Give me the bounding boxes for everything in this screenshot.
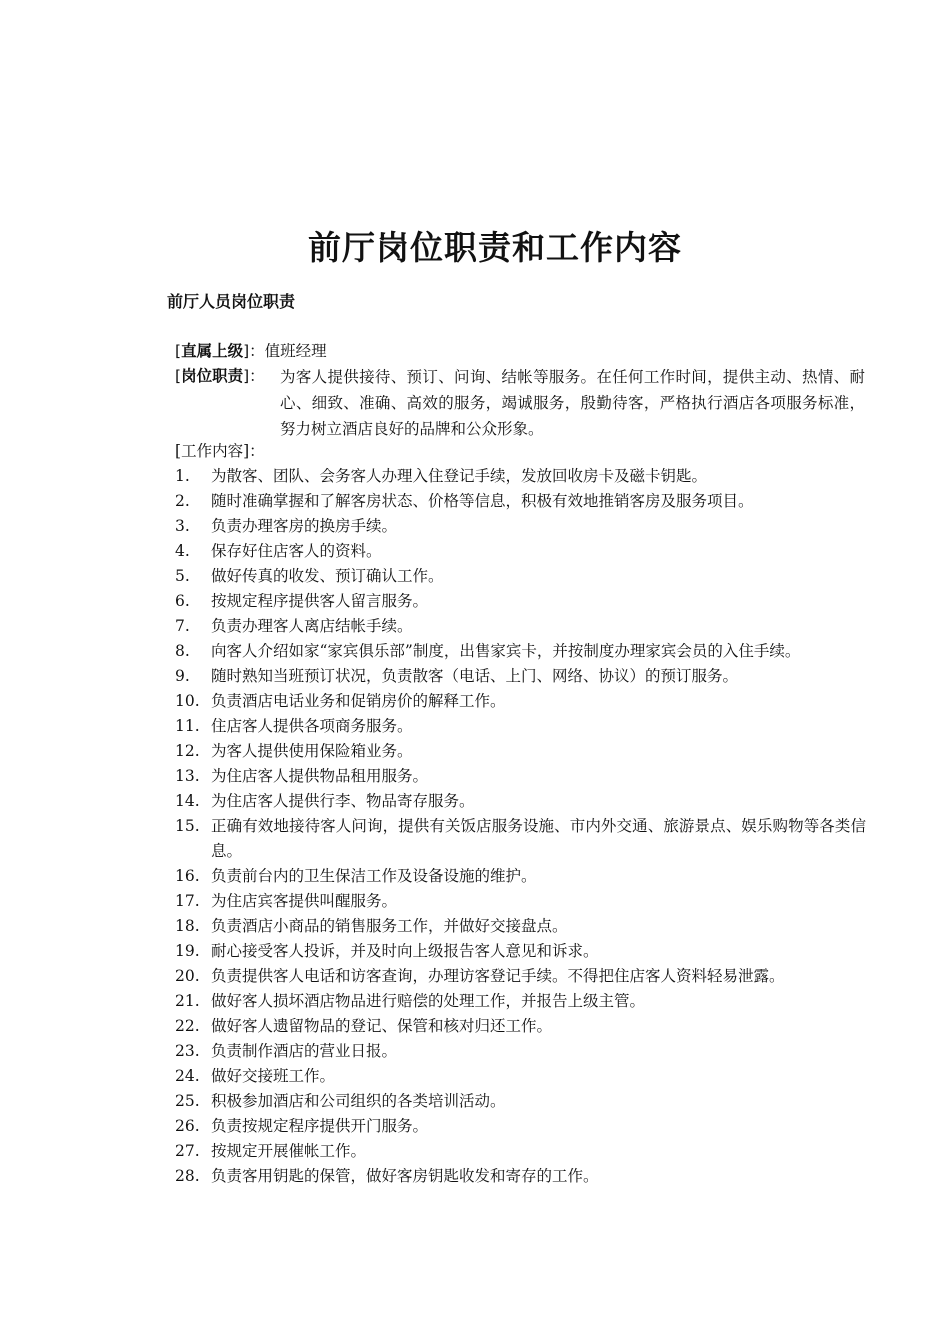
task-text: 随时准确掌握和了解客房状态、价格等信息，积极有效地推销客房及服务项目。 bbox=[211, 492, 754, 510]
task-item bbox=[175, 889, 875, 914]
task-number: 2. bbox=[175, 492, 190, 510]
task-text: 按规定程序提供客人留言服务。 bbox=[211, 592, 429, 610]
task-number: 22. bbox=[175, 1017, 200, 1035]
task-number: 11. bbox=[175, 717, 200, 735]
task-text: 住店客人提供各项商务服务。 bbox=[211, 717, 413, 735]
task-text: 随时熟知当班预订状况，负责散客（电话、上门、网络、协议）的预订服务。 bbox=[211, 667, 739, 685]
duty-text: 为客人提供接待、预订、问询、结帐等服务。在任何工作时间，提供主动、热情、耐心、细致、准确、高效的服务，竭诚服务，殷勤待客，严格执行酒店各项服务标准，努力树立酒店良好的品牌和公众形象。 bbox=[280, 368, 865, 438]
task-text: 按规定开展催帐工作。 bbox=[211, 1142, 367, 1160]
task-number: 26. bbox=[175, 1117, 200, 1135]
task-number: 1. bbox=[175, 467, 190, 485]
task-number: 12. bbox=[175, 742, 200, 760]
task-item bbox=[175, 689, 875, 714]
task-number: 4. bbox=[175, 542, 190, 560]
task-text: 为客人提供使用保险箱业务。 bbox=[211, 742, 413, 760]
task-item bbox=[175, 989, 875, 1014]
task-item bbox=[175, 589, 875, 614]
task-number: 3. bbox=[175, 517, 190, 535]
task-item bbox=[175, 489, 875, 514]
task-text: 做好客人遗留物品的登记、保管和核对归还工作。 bbox=[211, 1017, 553, 1035]
task-text: 负责酒店电话业务和促销房价的解释工作。 bbox=[211, 692, 506, 710]
task-text: 负责前台内的卫生保洁工作及设备设施的维护。 bbox=[211, 867, 537, 885]
task-text: 负责酒店小商品的销售服务工作，并做好交接盘点。 bbox=[211, 917, 568, 935]
task-text: 负责制作酒店的营业日报。 bbox=[211, 1042, 398, 1060]
task-number: 6. bbox=[175, 592, 190, 610]
task-number: 8. bbox=[175, 642, 190, 660]
task-item bbox=[175, 1114, 875, 1139]
task-item bbox=[175, 739, 875, 764]
task-number: 7. bbox=[175, 617, 190, 635]
task-text: 积极参加酒店和公司组织的各类培训活动。 bbox=[211, 1092, 506, 1110]
document-title: 前厅岗位职责和工作内容 bbox=[308, 228, 682, 267]
task-number: 25. bbox=[175, 1092, 200, 1110]
colon: ： bbox=[249, 342, 265, 360]
task-text: 负责办理客房的换房手续。 bbox=[211, 517, 398, 535]
task-item bbox=[175, 1014, 875, 1039]
work-content-label: 工作内容 bbox=[181, 442, 244, 460]
task-item bbox=[175, 1039, 875, 1064]
task-item bbox=[175, 964, 875, 989]
task-item bbox=[175, 1164, 875, 1189]
task-number: 21. bbox=[175, 992, 200, 1010]
superior-field bbox=[175, 339, 327, 364]
task-number: 18. bbox=[175, 917, 200, 935]
task-item bbox=[175, 914, 875, 939]
superior-label: 直属上级 bbox=[181, 342, 244, 360]
task-number: 16. bbox=[175, 867, 200, 885]
task-text: 正确有效地接待客人问询，提供有关饭店服务设施、市内外交通、旅游景点、娱乐购物等各类信息。 bbox=[211, 817, 866, 860]
task-number: 14. bbox=[175, 792, 200, 810]
superior-value: 值班经理 bbox=[264, 342, 327, 360]
task-text: 保存好住店客人的资料。 bbox=[211, 542, 382, 560]
task-text: 为住店宾客提供叫醒服务。 bbox=[211, 892, 398, 910]
task-number: 24. bbox=[175, 1067, 200, 1085]
task-item bbox=[175, 1139, 875, 1164]
work-content-label-group: [工作内容]： bbox=[175, 442, 265, 460]
duty-label: 岗位职责 bbox=[181, 367, 244, 385]
task-item bbox=[175, 764, 875, 789]
task-item bbox=[175, 864, 875, 889]
task-number: 17. bbox=[175, 892, 200, 910]
task-text: 为散客、团队、会务客人办理入住登记手续，发放回收房卡及磁卡钥匙。 bbox=[211, 467, 708, 485]
task-item bbox=[175, 1064, 875, 1089]
task-number: 27. bbox=[175, 1142, 200, 1160]
task-number: 5. bbox=[175, 567, 190, 585]
colon: ： bbox=[249, 367, 265, 385]
task-item bbox=[175, 939, 875, 964]
task-item bbox=[175, 464, 875, 489]
task-number: 13. bbox=[175, 767, 200, 785]
duty-label-group: [岗位职责] bbox=[175, 367, 250, 385]
section-title: 前厅人员岗位职责 bbox=[167, 292, 296, 311]
task-text: 负责按规定程序提供开门服务。 bbox=[211, 1117, 429, 1135]
task-item bbox=[175, 1089, 875, 1114]
work-content-field bbox=[175, 439, 265, 464]
task-number: 20. bbox=[175, 967, 200, 985]
task-item bbox=[175, 714, 875, 739]
task-text: 负责客用钥匙的保管，做好客房钥匙收发和寄存的工作。 bbox=[211, 1167, 599, 1185]
task-text: 向客人介绍如家“家宾俱乐部”制度，出售家宾卡，并按制度办理家宾会员的入住手续。 bbox=[211, 642, 801, 660]
task-item bbox=[175, 539, 875, 564]
task-list bbox=[175, 464, 875, 1189]
task-text: 负责办理客人离店结帐手续。 bbox=[211, 617, 413, 635]
task-text: 负责提供客人电话和访客查询，办理访客登记手续。不得把住店客人资料轻易泄露。 bbox=[211, 967, 785, 985]
task-item bbox=[175, 814, 875, 864]
task-item bbox=[175, 789, 875, 814]
task-number: 10. bbox=[175, 692, 200, 710]
task-number: 23. bbox=[175, 1042, 200, 1060]
task-number: 28. bbox=[175, 1167, 200, 1185]
task-item bbox=[175, 514, 875, 539]
task-text: 做好传真的收发、预订确认工作。 bbox=[211, 567, 444, 585]
superior-label-group: [直属上级] bbox=[175, 342, 250, 360]
task-number: 9. bbox=[175, 667, 190, 685]
task-item bbox=[175, 614, 875, 639]
duty-field bbox=[175, 364, 265, 389]
task-text: 为住店客人提供行李、物品寄存服务。 bbox=[211, 792, 475, 810]
task-item bbox=[175, 664, 875, 689]
task-number: 19. bbox=[175, 942, 200, 960]
task-text: 做好交接班工作。 bbox=[211, 1067, 336, 1085]
task-text: 做好客人损坏酒店物品进行赔偿的处理工作，并报告上级主管。 bbox=[211, 992, 646, 1010]
task-number: 15. bbox=[175, 817, 200, 835]
task-text: 耐心接受客人投诉，并及时向上级报告客人意见和诉求。 bbox=[211, 942, 599, 960]
task-item bbox=[175, 639, 875, 664]
task-item bbox=[175, 564, 875, 589]
task-text: 为住店客人提供物品租用服务。 bbox=[211, 767, 429, 785]
